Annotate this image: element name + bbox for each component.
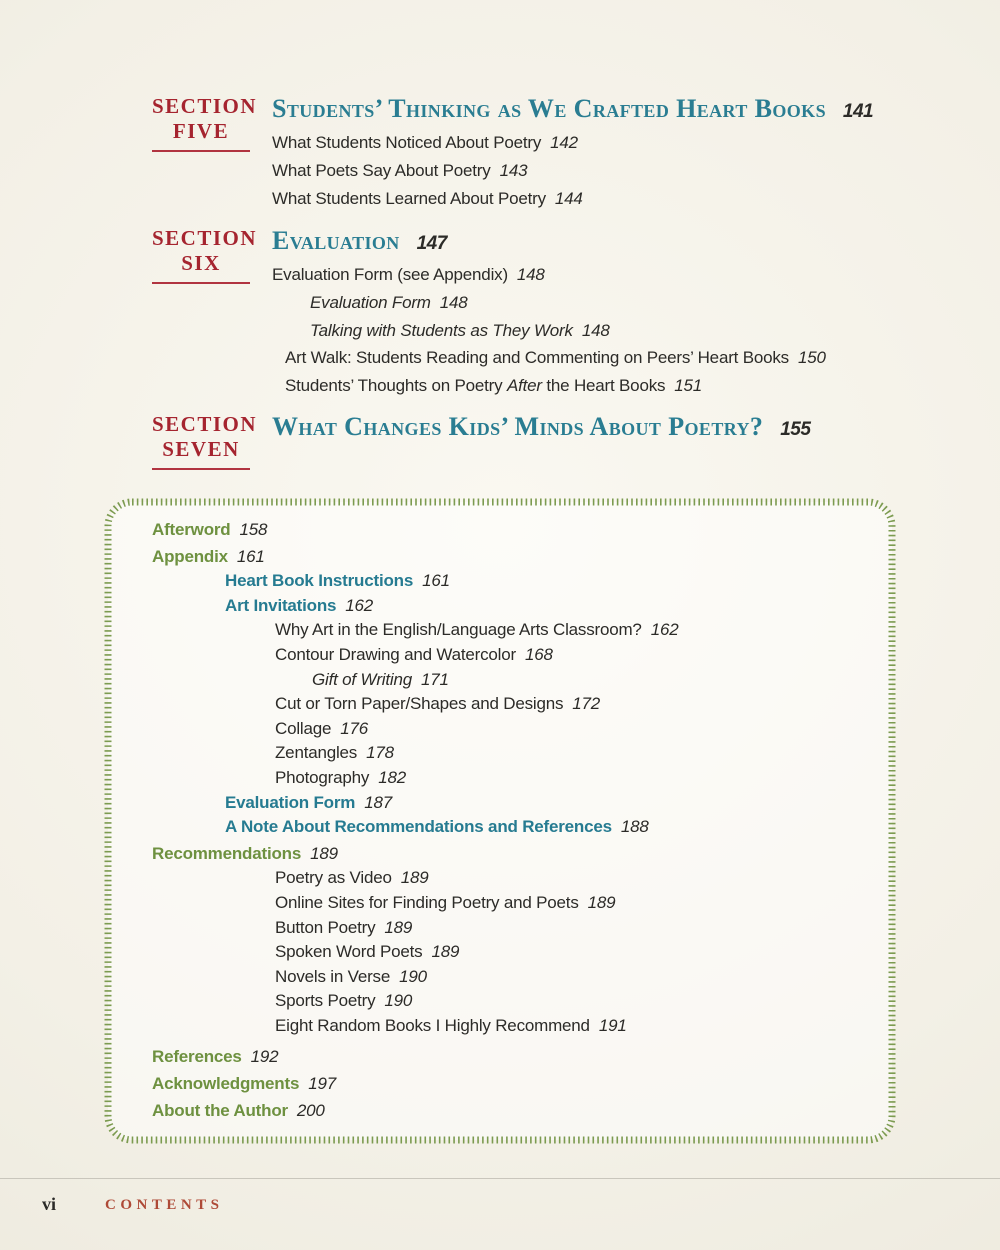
toc-entry-page-number: 162 bbox=[650, 620, 679, 640]
toc-entry bbox=[152, 866, 861, 891]
toc-entry bbox=[152, 916, 861, 941]
toc-entry bbox=[152, 545, 861, 570]
toc-entry bbox=[272, 261, 932, 289]
toc-entry-text: Heart Book Instructions bbox=[225, 571, 414, 591]
section-label-rule bbox=[152, 150, 250, 152]
toc-entry-text: Cut or Torn Paper/Shapes and Designs bbox=[275, 694, 564, 714]
toc-entry-page-number: 148 bbox=[516, 265, 545, 284]
toc-entry-text: Collage bbox=[275, 718, 332, 738]
toc-entry-text: Art Invitations bbox=[225, 595, 337, 615]
section-label-number: SIX bbox=[181, 251, 221, 275]
toc-entry bbox=[152, 594, 861, 619]
toc-entry-text: Acknowledgments bbox=[152, 1074, 300, 1094]
running-head-contents: CONTENTS bbox=[105, 1197, 224, 1213]
section-five-entries bbox=[272, 129, 932, 212]
toc-entry-text: Art Walk: Students Reading and Commenting on Peers’ Heart Books bbox=[285, 348, 789, 368]
toc-entry-page-number: 171 bbox=[420, 669, 449, 689]
toc-entry bbox=[152, 989, 861, 1014]
section-title bbox=[272, 412, 932, 445]
section-title bbox=[272, 94, 932, 127]
toc-entry-page-number: 176 bbox=[340, 718, 369, 738]
toc-entry-text: Students’ Thoughts on Poetry bbox=[285, 376, 507, 396]
section-label-number: SEVEN bbox=[162, 437, 240, 461]
toc-entry-page-number: 151 bbox=[674, 376, 703, 396]
toc-entry-text: Gift of Writing bbox=[312, 669, 412, 689]
toc-entry-page-number: 143 bbox=[499, 160, 528, 180]
toc-entry-page-number: 148 bbox=[439, 292, 468, 312]
toc-entry-text: What Poets Say About Poetry bbox=[272, 160, 491, 180]
toc-entry-text: About the Author bbox=[152, 1100, 288, 1120]
page-number-folio: vi bbox=[42, 1194, 57, 1214]
toc-entry bbox=[272, 289, 932, 317]
toc-entry-text: Evaluation Form (see Appendix) bbox=[272, 265, 508, 284]
toc-entry-page-number: 144 bbox=[554, 188, 583, 208]
toc-entry bbox=[152, 965, 861, 990]
toc-entry-text: Recommendations bbox=[152, 843, 302, 863]
toc-entry-text: References bbox=[152, 1047, 242, 1067]
toc-entry-page-number: 142 bbox=[550, 133, 578, 152]
section-label-word: SECTION bbox=[152, 226, 258, 250]
toc-entry bbox=[152, 1072, 861, 1097]
toc-entry bbox=[152, 1099, 861, 1124]
toc-entry-text: Contour Drawing and Watercolor bbox=[275, 644, 516, 664]
toc-entry-page-number: 161 bbox=[422, 571, 450, 591]
toc-entry-page-number: 168 bbox=[524, 644, 553, 664]
toc-entry bbox=[152, 668, 861, 693]
section-five-label bbox=[152, 94, 258, 152]
toc-entry bbox=[272, 129, 932, 157]
toc-entry-text: Novels in Verse bbox=[275, 966, 391, 986]
toc-entry bbox=[272, 344, 932, 372]
toc-entry-text: What Students Noticed About Poetry bbox=[272, 133, 542, 152]
toc-entry bbox=[152, 842, 861, 867]
toc-entry-page-number: 200 bbox=[296, 1100, 325, 1120]
toc-entry-text: Why Art in the English/Language Arts Classroom? bbox=[275, 620, 642, 640]
section-title-text: What Changes Kids’ Minds About Poetry? bbox=[272, 412, 764, 441]
toc-entry bbox=[152, 791, 861, 816]
back-matter-entries bbox=[152, 516, 861, 1123]
section-label-number: FIVE bbox=[172, 119, 230, 143]
toc-entry-page-number: 161 bbox=[236, 546, 265, 566]
section-label-rule bbox=[152, 468, 250, 470]
toc-entry-page-number: 150 bbox=[797, 348, 826, 368]
toc-entry-page-number: 187 bbox=[364, 792, 392, 812]
toc-entry bbox=[152, 940, 861, 965]
toc-entry bbox=[272, 317, 932, 345]
toc-entry bbox=[272, 185, 932, 213]
section-title-text: Evaluation bbox=[272, 226, 400, 255]
section-six-entries bbox=[272, 261, 932, 400]
section-seven-label bbox=[152, 412, 258, 470]
toc-entry-page-number: 190 bbox=[384, 991, 413, 1011]
toc-entry bbox=[152, 717, 861, 742]
back-matter-box bbox=[103, 497, 897, 1145]
section-seven-content bbox=[272, 412, 932, 445]
toc-entry bbox=[152, 891, 861, 916]
section-label-rule bbox=[152, 282, 250, 284]
section-five-content bbox=[272, 94, 932, 212]
toc-entry-page-number: 191 bbox=[598, 1015, 627, 1035]
toc-entry bbox=[152, 518, 861, 543]
toc-entry-text: Poetry as Video bbox=[275, 868, 392, 888]
section-six-label bbox=[152, 226, 258, 284]
toc-entry-text: A Note About Recommendations and References bbox=[225, 817, 612, 837]
toc-entry-page-number: 190 bbox=[399, 966, 427, 986]
toc-entry-text: Evaluation Form bbox=[225, 792, 356, 812]
toc-entry-page-number: 172 bbox=[572, 694, 601, 714]
toc-entry-text: the Heart Books bbox=[541, 376, 666, 396]
toc-entry bbox=[152, 1014, 861, 1039]
section-title-page-number: 155 bbox=[780, 419, 811, 440]
toc-entry bbox=[152, 569, 861, 594]
toc-entry bbox=[272, 372, 932, 400]
section-label-word: SECTION bbox=[152, 94, 258, 118]
toc-entry bbox=[272, 157, 932, 185]
toc-entry-text: Appendix bbox=[152, 546, 228, 566]
toc-entry-page-number: 162 bbox=[345, 595, 374, 615]
toc-entry-text: Button Poetry bbox=[275, 917, 376, 937]
toc-entry bbox=[152, 618, 861, 643]
toc-entry-text: Evaluation Form bbox=[310, 292, 431, 312]
toc-entry-text: After bbox=[506, 376, 542, 396]
toc-entry-text: Online Sites for Finding Poetry and Poets bbox=[275, 892, 579, 912]
toc-entry-page-number: 182 bbox=[378, 767, 406, 787]
toc-entry-page-number: 189 bbox=[587, 892, 616, 912]
section-label-word: SECTION bbox=[152, 412, 258, 436]
toc-entry bbox=[152, 643, 861, 668]
toc-entry-page-number: 192 bbox=[250, 1047, 279, 1067]
toc-entry-text: Talking with Students as They Work bbox=[310, 320, 573, 340]
toc-entry-text: Sports Poetry bbox=[275, 991, 376, 1011]
toc-entry-page-number: 189 bbox=[431, 942, 460, 962]
toc-entry-text: Eight Random Books I Highly Recommend bbox=[275, 1015, 590, 1035]
toc-entry bbox=[152, 815, 861, 840]
toc-entry-text: Afterword bbox=[152, 520, 231, 539]
toc-entry-page-number: 189 bbox=[310, 843, 338, 863]
toc-entry-page-number: 188 bbox=[620, 817, 649, 837]
toc-entry bbox=[152, 1045, 861, 1070]
toc-entry bbox=[152, 766, 861, 791]
section-six-content bbox=[272, 226, 932, 400]
toc-entry-page-number: 148 bbox=[581, 320, 610, 340]
section-title-text: Students’ Thinking as We Crafted Heart Books bbox=[272, 94, 826, 123]
toc-entry bbox=[152, 692, 861, 717]
toc-entry-page-number: 197 bbox=[308, 1074, 336, 1094]
toc-entry bbox=[152, 741, 861, 766]
section-title bbox=[272, 226, 932, 259]
toc-entry-text: Zentangles bbox=[275, 743, 358, 763]
toc-entry-text: Photography bbox=[275, 767, 370, 787]
toc-entry-page-number: 189 bbox=[384, 917, 413, 937]
toc-entry-text: What Students Learned About Poetry bbox=[272, 188, 546, 208]
section-title-page-number: 141 bbox=[842, 101, 874, 122]
section-title-page-number: 147 bbox=[416, 233, 447, 254]
footer-divider bbox=[0, 1178, 1000, 1179]
toc-entry-page-number: 158 bbox=[239, 520, 268, 539]
toc-entry-page-number: 189 bbox=[400, 868, 429, 888]
toc-entry-page-number: 178 bbox=[366, 743, 394, 763]
toc-entry-text: Spoken Word Poets bbox=[275, 942, 423, 962]
